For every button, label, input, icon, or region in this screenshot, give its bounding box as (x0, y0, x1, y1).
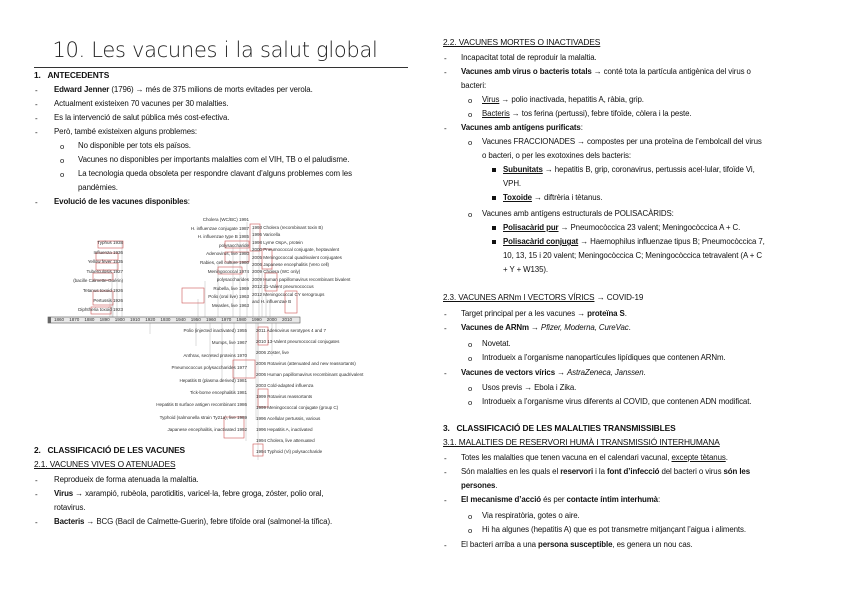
list-item: + Y + W135). (503, 265, 549, 274)
list-item: No disponible per tots els països. (78, 141, 191, 150)
timeline-axis-label: 1970 (221, 317, 232, 322)
timeline-event: Hepatitis B surface antigen recombinant 1986 (156, 402, 247, 408)
list-item: Bacteris → tos ferina (pertussi), febre tifoïde, còlera i la peste. (482, 109, 692, 118)
list-item: bacteri: (461, 81, 487, 90)
timeline-event: Polio (injected inactivated) 1955 (183, 328, 247, 333)
timeline-event: 2006 Rotavirus (attenuated and new reassortants) (256, 361, 356, 366)
timeline-event: Hepatitis B (plasma derived) 1981 (179, 377, 247, 383)
list-item: Polisacàrid pur → Pneumocòccica 23 valent; Meningocòccica A + C. (503, 223, 741, 232)
timeline-event: 1996 Acellular pertussis, various (256, 416, 321, 421)
list-item: Però, també existeixen alguns problemes: (54, 127, 197, 136)
list-item: Introdueix a l’organisme nanopartícules lipídiques que contenen ARNm. (482, 353, 726, 362)
timeline-event: 1994 Cholera, live attenuated (256, 438, 315, 443)
timeline-event: Meningococcal 1974 (207, 268, 249, 274)
timeline-axis-label: 1930 (160, 317, 171, 322)
timeline-event: 2009 Cholera (WC only) (252, 269, 301, 275)
timeline-axis-label: 1870 (69, 317, 80, 322)
list-item: Actualment existeixen 70 vacunes per 30 malalties. (54, 99, 229, 108)
list-item: Incapacitat total de reproduir la malaltia. (461, 53, 597, 62)
list-item: La tecnologia queda obsoleta per respondre clavant d’alguns problemes com les (78, 169, 352, 178)
list-item: Vacunes amb virus o bacteris totals → conté tota la partícula antigènica del virus o (461, 67, 751, 76)
list-item: Vacunes de vectors vírics → AstraZeneca, Janssen. (461, 368, 646, 377)
list-item: Vacunes no disponibles per importants malalties com el VIH, TB o el paludisme. (78, 155, 350, 164)
list-item: VPH. (503, 179, 522, 188)
timeline-axis (48, 317, 51, 323)
timeline-event: 2006 Japanese encephalitis (Vero cell) (252, 262, 330, 267)
timeline-event: Measles, live 1963 (211, 303, 249, 308)
list-item: Polisacàrid conjugat → Haemophilus influenzae tipus B; Pneumocòccica 7, (503, 237, 765, 246)
timeline-event: 2006 Human papillomavirus recombinant quadrivalent (256, 372, 364, 377)
list-item: Virus → xarampió, rubèola, parotiditis, varicel·la, febre groga, zóster, polio oral, (54, 489, 324, 498)
section-2-1-heading: 2.1. VACUNES VIVES O ATENUADES (34, 459, 176, 469)
timeline-event: 2003 Cold-adapted influenza (256, 383, 314, 388)
timeline-event: Japanese encephalitis, inactivated 1992 (167, 427, 247, 433)
timeline-event: and H. influenzae B (252, 299, 292, 304)
timeline-event: polysaccharides (216, 277, 249, 283)
list-item: Introdueix a l’organisme virus diferents al COVID, que contenen ADN modificat. (482, 397, 752, 406)
timeline-event: 2011 Adenovirus serotypes 4 and 7 (256, 328, 327, 333)
list-item: Novetat. (482, 339, 511, 348)
list-item: o bacteri, o per les exotoxines dels bacteris: (482, 151, 631, 160)
list-item: pandèmies. (78, 183, 118, 192)
timeline-axis-label: 1940 (175, 317, 186, 322)
list-item: Vacunes amb antígens estructurals de POLISACÀRIDS: (482, 209, 674, 218)
timeline-event: Yellow fever 1935 (87, 259, 123, 265)
page-title: 10. Les vacunes i la salut global (52, 38, 378, 62)
timeline-event: Tetanus toxoid 1926 (82, 288, 123, 293)
timeline-event: 1995 Varicella (252, 232, 281, 238)
timeline-event: 2006 Zoster, live (256, 350, 289, 355)
timeline-axis-label: 2010 (282, 317, 293, 322)
section-2-3-heading: 2.3. VACUNES ARNm I VECTORS VÍRICS → COVID-19 (443, 293, 644, 302)
timeline-axis-label: 1980 (236, 317, 247, 322)
list-item: Vacunes amb antígens purificats: (461, 123, 583, 132)
timeline-axis-label: 1890 (99, 317, 110, 322)
timeline-event: Influenza 1936 (93, 249, 123, 255)
section-2-2-heading: 2.2. VACUNES MORTES O INACTIVADES (443, 37, 601, 47)
list-item: Target principal per a les vacunes → proteïna S. (461, 309, 627, 318)
timeline-event: 2000 Pneumococcal conjugate, heptavalent (252, 247, 340, 253)
list-item: Són malalties en les quals el reservori i la font d’infecció del bacteri o virus són les (461, 467, 751, 476)
list-item: Vacunes de ARNm → Pfizer, Moderna, CureVac. (461, 323, 631, 332)
timeline-event: Cholera (WC/BC) 1991 (202, 217, 249, 222)
section-3-1-heading: 3.1. MALALTIES DE RESERVORI HUMÀ I TRANSMISSIÓ INTERHUMANA (443, 437, 720, 447)
timeline-axis-label: 1920 (145, 317, 156, 322)
list-item: rotavirus. (54, 503, 86, 512)
section-1-heading: 1. ANTECEDENTS (34, 70, 110, 80)
timeline-event: Mumps, live 1967 (211, 340, 247, 346)
list-item: Virus → polio inactivada, hepatitis A, ràbia, grip. (482, 95, 644, 104)
list-item: Edward Jenner (1796) → més de 375 milions de morts evitades per verola. (54, 85, 313, 94)
timeline-event: Tick-borne encephalitis 1981 (189, 390, 247, 395)
section-2-heading: 2. CLASSIFICACIÓ DE LES VACUNES (34, 445, 186, 455)
list-item: Hi ha algunes (hepatitis A) que es pot transmetre mitjançant l’aigua i aliments. (482, 525, 746, 534)
timeline-axis-label: 1910 (130, 317, 141, 322)
list-item: El bacteri arriba a una persona susceptible, es genera un nou cas. (461, 540, 693, 549)
timeline-event: Diphtheria toxoid 1923 (78, 307, 123, 313)
timeline-event: 1996 Hepatitis A, inactivated (256, 427, 313, 432)
timeline-event: Typhus 1938 (97, 240, 123, 245)
timeline-event: 2009 Human papillomavirus recombinant bivalent (252, 276, 351, 282)
timeline-axis-label: 1960 (206, 317, 217, 322)
timeline-event: Tuberculosis 1927 (86, 268, 123, 274)
list-item: Toxoide → diftrèria i tètanus. (503, 193, 603, 202)
timeline-event: Typhoid (salmonella strain Ty21a), live 1989 (159, 414, 247, 420)
timeline-event: 1994 Typhoid (Vi) polysaccharide (256, 449, 323, 454)
timeline-axis-label: 2000 (266, 317, 277, 322)
timeline-axis-label: 1950 (190, 317, 201, 322)
timeline-event: Rubella, live 1969 (213, 285, 249, 291)
timeline-event: Rabies, cell culture 1980 (199, 260, 249, 265)
timeline-event: Polio (oral live) 1963 (208, 294, 249, 300)
section-3-heading: 3. CLASSIFICACIÓ DE LES MALALTIES TRANSMISSIBLES (443, 423, 676, 433)
list-item: Subunitats → hepatitis B, grip, coronavirus, pertussis acel·lular, tifoïde Vi, (503, 165, 755, 174)
timeline-event: H. influenzae type B 1985 (197, 234, 249, 240)
timeline-axis-label: 1880 (84, 317, 95, 322)
list-item: El mecanisme d’acció és per contacte íntim interhumà: (461, 495, 661, 504)
list-item: Vacunes FRACCIONADES → compostes per una proteïna de l’embolcall del virus (482, 137, 762, 146)
list-item: Usos previs → Ebola i Zika. (482, 383, 577, 392)
timeline-event: 2010 13-Valent pneumococcal conjugates (256, 339, 340, 344)
timeline-event: Pneumococcus polysaccharides 1977 (171, 365, 247, 371)
timeline-event: H. influenzae conjugate 1987 (190, 225, 249, 231)
list-item: Evolució de les vacunes disponibles: (54, 197, 190, 206)
timeline-event: 2012 Meningococcal CY serogroups (252, 291, 325, 297)
list-item: Via respiratòria, gotes o aire. (482, 511, 580, 520)
list-item: Reprodueix de forma atenuada la malaltia. (54, 475, 199, 484)
timeline-event: 1993 Cholera (recombinant toxin B) (252, 225, 323, 230)
timeline-event: 1999 Meningococcal conjugate (group C) (256, 405, 339, 410)
list-item: Es la intervenció de salut pública més cost-efectiva. (54, 113, 230, 122)
timeline-axis-label: 1860 (54, 317, 65, 322)
timeline-event: Pertussis 1926 (93, 297, 123, 303)
timeline-event: 2005 Meningococcal quadrivalent conjugates (252, 254, 342, 260)
list-item: Totes les malalties que tenen vacuna en el calendari vacunal, excepte tètanus. (461, 453, 728, 462)
timeline-axis-label: 1990 (251, 317, 262, 322)
timeline-event: Adenovirus, live 1980 (206, 251, 249, 257)
timeline-event: polysaccharide (219, 242, 249, 248)
timeline-event: 1998 Lyme OspA, protein (252, 239, 303, 245)
timeline-axis-label: 1900 (114, 317, 125, 322)
timeline-event: 1999 Rotavirus reassortants (256, 394, 313, 399)
timeline-event: Anthrax, secreted proteins 1970 (183, 352, 247, 358)
list-item: persones. (461, 481, 498, 490)
list-item: Bacteris → BCG (Bacil de Calmette-Guerin), febre tifoïde oral (salmonel·la tífica). (54, 517, 333, 526)
list-item: 10, 13, 15 i 20 valent; Meningocòccica C; Meningocòccica tetravalent (A + C (503, 251, 762, 260)
timeline-event: 2012 21-Valent pneumococcus (252, 284, 314, 290)
timeline-event: (bacille Calmette-Guérin) (73, 278, 123, 284)
